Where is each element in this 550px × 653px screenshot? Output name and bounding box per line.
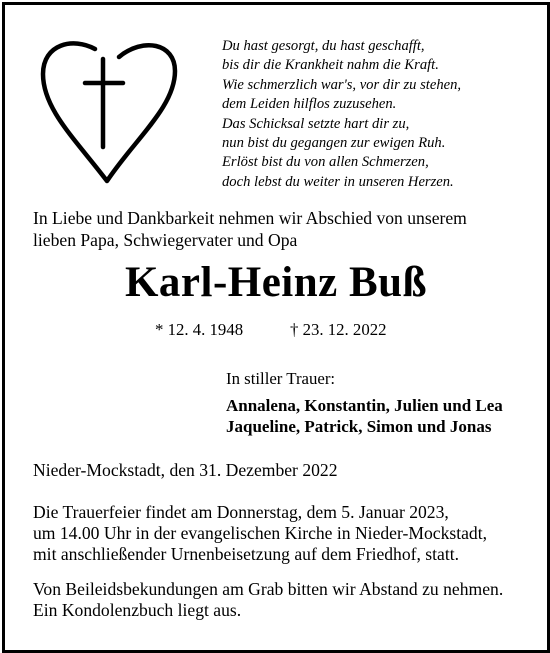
death-date: † 23. 12. 2022 — [290, 320, 387, 339]
condolence-line: Ein Kondolenzbuch liegt aus. — [33, 600, 242, 620]
poem-line: nun bist du gegangen zur ewigen Ruh. — [222, 135, 446, 152]
obituary-notice — [2, 2, 550, 653]
life-dates — [155, 319, 387, 341]
birth-date: * 12. 4. 1948 — [155, 320, 244, 339]
ceremony-line: Die Trauerfeier findet am Donnerstag, dem 5. Januar 2023, — [33, 502, 449, 522]
poem-line: Wie schmerzlich war's, vor dir zu stehen, — [222, 76, 462, 93]
intro-line: In Liebe und Dankbarkeit nehmen wir Abschied von unserem — [33, 208, 467, 228]
poem — [222, 37, 542, 192]
mourners-line: Jaqueline, Patrick, Simon und Jonas — [226, 417, 492, 436]
mourning-label: In stiller Trauer: — [226, 369, 336, 388]
deceased-name: Karl-Heinz Buß — [124, 259, 428, 306]
farewell-intro — [33, 207, 543, 251]
condolence-line: Von Beileidsbekundungen am Grab bitten wir Abstand zu nehmen. — [33, 579, 504, 599]
poem-line: Erlöst bist du von allen Schmerzen, — [222, 154, 429, 171]
poem-line: Das Schicksal setzte hart dir zu, — [222, 115, 410, 132]
poem-line: Du hast gesorgt, du hast geschafft, — [222, 38, 425, 54]
ceremony-info — [33, 502, 487, 565]
condolence-note — [33, 579, 503, 621]
ceremony-line: mit anschließender Urnenbeisetzung auf dem Friedhof, statt. — [33, 544, 460, 564]
place-and-date: Nieder-Mockstadt, den 31. Dezember 2022 — [33, 460, 338, 480]
poem-line: bis dir die Krankheit nahm die Kraft. — [222, 57, 439, 74]
heart-with-cross-icon — [35, 29, 185, 189]
poem-line: doch lebst du weiter in unseren Herzen. — [222, 173, 454, 190]
poem-line: dem Leiden hilflos zuzusehen. — [222, 96, 397, 113]
ceremony-line: um 14.00 Uhr in der evangelischen Kirche in Nieder-Mockstadt, — [33, 523, 488, 543]
mourners-line: Annalena, Konstantin, Julien und Lea — [226, 396, 503, 415]
intro-line: lieben Papa, Schwiegervater und Opa — [33, 230, 298, 250]
mourners-list — [226, 395, 503, 437]
